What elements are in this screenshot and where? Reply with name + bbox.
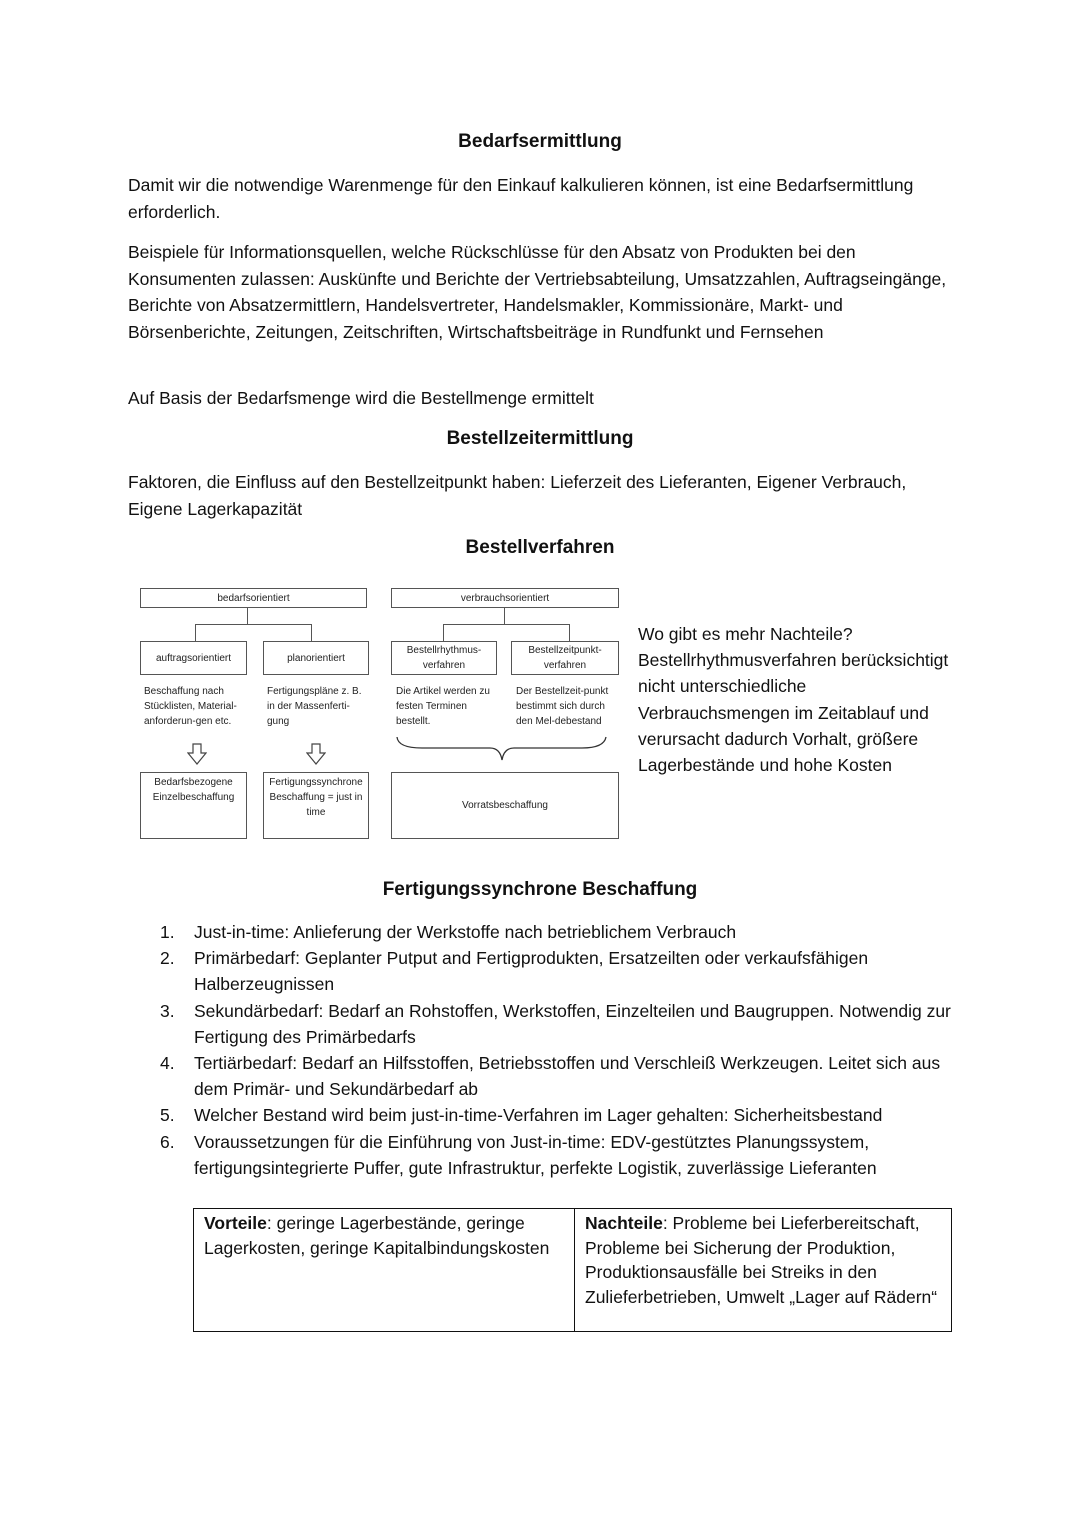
diagram-box-auftragsorientiert xyxy=(140,641,247,675)
connector xyxy=(247,608,248,624)
heading-bedarfsermittlung: Bedarfsermittlung xyxy=(458,131,622,152)
vorteile-nachteile-table xyxy=(193,1208,952,1332)
diagram-label-bedarfsorientiert: bedarfsorientiert xyxy=(217,592,290,604)
curly-brace-icon xyxy=(392,734,612,764)
diagram-label-bestellrhythmusverfahren: Bestellrhythmus-verfahren xyxy=(406,645,482,671)
vorteile-cell xyxy=(194,1209,575,1332)
list-text: Primärbedarf: Geplanter Putput and Fertigprodukten, Ersatzeilten oder verkaufsfähigen Halberzeugnissen xyxy=(194,948,869,995)
diagram-box-planorientiert xyxy=(263,641,369,675)
diagram-label-planorientiert: planorientiert xyxy=(287,652,345,664)
diagram-desc-bestellzeitpunkt: Der Bestellzeit-punkt bestimmt sich durch den Mel-debestand xyxy=(516,686,609,727)
nachteile-text: : Probleme bei Lieferbereitschaft, Probleme bei Sicherung der Produktion, Produktionsausfälle bei Streiks in den Zulieferbetrieben, Umwelt „Lager auf Rädern“ xyxy=(585,1213,938,1307)
paragraph-bestellmenge: Auf Basis der Bedarfsmenge wird die Bestellmenge ermittelt xyxy=(128,388,594,408)
down-arrow-icon xyxy=(306,743,326,765)
diagram-box-fertigungssynchrone-beschaffung xyxy=(263,772,369,839)
connector xyxy=(311,624,312,641)
list-number: 1. xyxy=(160,922,175,942)
connector xyxy=(443,624,570,625)
list-item xyxy=(160,945,960,997)
list-item xyxy=(160,919,960,945)
diagram-label-auftragsorientiert: auftragsorientiert xyxy=(155,652,232,664)
diagram-label-just-in-time: Fertigungssynchrone Beschaffung = just in time xyxy=(269,777,363,818)
list-number: 3. xyxy=(160,1000,175,1021)
list-item xyxy=(160,1050,960,1102)
list-text: Voraussetzungen für die Einführung von Just-in-time: EDV-gestütztes Planungssystem, fertigungsintegrierte Puffer, gute Infrastruktur, perfekte Logistik, zuverlässige Lieferanten xyxy=(194,1131,877,1178)
diagram-label-einzelbeschaffung: Bedarfsbezogene Einzelbeschaffung xyxy=(152,777,235,803)
diagram-desc-planorientiert: Fertigungspläne z. B. in der Massenferti-gung xyxy=(267,686,362,727)
list-item xyxy=(160,1129,960,1181)
heading-fertigungssynchrone-beschaffung: Fertigungssynchrone Beschaffung xyxy=(382,879,698,900)
heading-bestellverfahren: Bestellverfahren xyxy=(465,537,615,558)
diagram-box-bestellrhythmusverfahren xyxy=(391,641,497,675)
connector xyxy=(504,608,505,624)
list-item xyxy=(160,1102,960,1128)
paragraph-informationsquellen: Beispiele für Informationsquellen, welche Rückschlüsse für den Absatz von Produkten bei den Konsumenten zulassen: Auskünfte und Berichte der Vertriebsabteilung, Umsatzzahlen, Auftragseingänge, Berichte von Absatzermittlern, Handelsvertreter, Handelsmakler, Kommissionäre, Markt- und Börsenberichte, Zeitungen, Zeitschriften, Wirtschaftsbeiträge in Rundfunkt und Fernsehen xyxy=(128,242,947,342)
paragraph-bedarf-intro: Damit wir die notwendige Warenmenge für den Einkauf kalkulieren können, ist eine Bedarfsermittlung erforderlich. xyxy=(128,175,914,222)
diagram-box-bestellzeitpunktverfahren xyxy=(511,641,619,675)
list-number: 2. xyxy=(160,948,175,969)
connector xyxy=(195,624,312,625)
connector xyxy=(195,624,196,641)
heading-bestellzeitermittlung: Bestellzeitermittlung xyxy=(446,428,634,449)
diagram-box-verbrauchsorientiert xyxy=(391,588,619,608)
diagram-label-verbrauchsorientiert: verbrauchsorientiert xyxy=(460,592,550,604)
list-text: Tertiärbedarf: Bedarf an Hilfsstoffen, Betriebsstoffen und Verschleiß Werkzeugen. Leitet sich aus dem Primär- und Sekundärbedarf ab xyxy=(194,1053,941,1100)
connector xyxy=(443,624,444,641)
diagram-desc-auftragsorientiert: Beschaffung nach Stücklisten, Material-anforderun-gen etc. xyxy=(144,686,237,727)
list-text: Just-in-time: Anlieferung der Werkstoffe nach betrieblichem Verbrauch xyxy=(194,922,737,942)
diagram-box-bedarfsbezogene-einzelbeschaffung xyxy=(140,772,247,839)
list-number: 5. xyxy=(160,1105,175,1126)
list-text: Welcher Bestand wird beim just-in-time-Verfahren im Lager gehalten: Sicherheitsbestand xyxy=(194,1105,883,1126)
list-number: 6. xyxy=(160,1131,175,1152)
down-arrow-icon xyxy=(187,743,207,765)
side-answer: Bestellrhythmusverfahren berücksichtigt nicht unterschiedliche Verbrauchsmengen im Zeitablauf und verursacht dadurch Vorhalt, größere Lagerbestände und hohe Kosten xyxy=(638,650,949,776)
jit-list xyxy=(160,919,960,1181)
list-number: 4. xyxy=(160,1053,175,1074)
connector xyxy=(569,624,570,641)
vorteile-label: Vorteile xyxy=(204,1213,267,1233)
nachteile-label: Nachteile xyxy=(585,1213,663,1233)
paragraph-bestellzeit-faktoren: Faktoren, die Einfluss auf den Bestellzeitpunkt haben: Lieferzeit des Lieferanten, Eigener Verbrauch, Eigene Lagerkapazität xyxy=(128,472,907,519)
list-item xyxy=(160,998,960,1050)
diagram-box-bedarfsorientiert xyxy=(140,588,367,608)
nachteile-cell xyxy=(575,1209,952,1332)
vorteile-text: : geringe Lagerbestände, geringe Lagerkosten, geringe Kapitalbindungskosten xyxy=(204,1213,550,1258)
list-text: Sekundärbedarf: Bedarf an Rohstoffen, Werkstoffen, Einzelteilen und Baugruppen. Notwendig zur Fertigung des Primärbedarfs xyxy=(194,1000,951,1047)
diagram-desc-bestellrhythmus: Die Artikel werden zu festen Terminen bestellt. xyxy=(396,686,490,727)
diagram-label-bestellzeitpunktverfahren: Bestellzeitpunkt-verfahren xyxy=(528,645,602,671)
diagram-box-vorratsbeschaffung xyxy=(391,772,619,839)
side-question: Wo gibt es mehr Nachteile? xyxy=(638,624,853,644)
diagram-label-vorratsbeschaffung: Vorratsbeschaffung xyxy=(462,800,548,811)
